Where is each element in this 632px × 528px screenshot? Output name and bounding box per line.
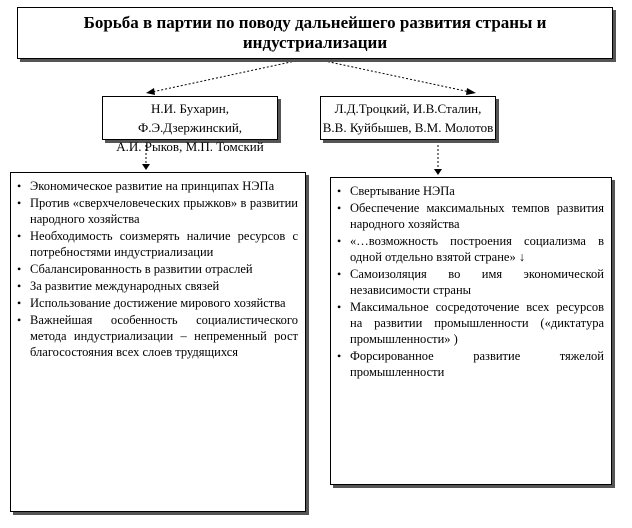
left-down-arrowhead: [142, 164, 150, 170]
list-item: • Форсированное развитие тяжелой промышленности: [337, 349, 604, 379]
right-group-header: [320, 96, 496, 140]
bullet-icon: •: [17, 296, 22, 310]
left-group-names-line2: А.И. Рыков, М.П. Томский: [116, 139, 264, 154]
list-item: • Обеспечение максимальных темпов развития народного хозяйства: [337, 201, 604, 231]
list-item: • Важнейшая особенность социалистического метода индустриализации – непременный рост благосостояния всех слоев трудящихся: [17, 313, 298, 359]
bullet-icon: •: [17, 262, 22, 276]
list-item: • Самоизоляция во имя экономической независимости страны: [337, 267, 604, 297]
right-arrowhead: [466, 88, 476, 95]
left-group-names-line1: Н.И. Бухарин, Ф.Э.Дзержинский,: [137, 101, 243, 135]
right-positions-box: [330, 177, 612, 485]
list-item: • Необходимость соизмерять наличие ресурсов с потребностями индустриализации: [17, 229, 298, 259]
bullet-icon: •: [17, 279, 22, 293]
list-item: • Использование достижение мирового хозяйства: [17, 296, 286, 310]
bullet-icon: •: [17, 313, 22, 327]
list-item: • Максимальное сосредоточение всех ресурсов на развитии промышленности («диктатура промышленности» ): [337, 300, 604, 346]
list-item: • Против «сверхчеловеческих прыжков» в развитии народного хозяйства: [17, 196, 298, 226]
left-group-header: [102, 96, 278, 154]
right-group-names-line1: Л.Д.Троцкий, И.В.Сталин,: [334, 101, 482, 116]
left-arrowhead: [146, 88, 155, 95]
bullet-icon: •: [17, 229, 22, 243]
right-group-names-line2: В.В. Куйбышев, В.М. Молотов: [322, 120, 494, 135]
bullet-icon: •: [337, 201, 342, 215]
left-positions-list: [17, 178, 298, 360]
list-item: • Сбалансированность в развитии отраслей: [17, 262, 253, 276]
bullet-icon: •: [337, 184, 342, 198]
bullet-icon: •: [337, 267, 342, 281]
left-positions-box: [10, 172, 306, 512]
bullet-icon: •: [337, 234, 342, 248]
list-item: • Экономическое развитие на принципах НЭПа: [17, 179, 275, 193]
diagram-title: Борьба в партии по поводу дальнейшего развития страны и индустриализации: [83, 13, 547, 52]
list-item: • За развитие международных связей: [17, 279, 220, 293]
right-down-arrowhead: [434, 169, 442, 175]
bullet-icon: •: [17, 196, 22, 210]
title-to-left-arrow: [152, 60, 300, 92]
title-to-right-arrow: [320, 60, 470, 92]
diagram-title-box: [17, 7, 613, 59]
list-item: • «…возможность построения социализма в одной отдельно взятой стране» ↓: [337, 234, 604, 264]
bullet-icon: •: [337, 349, 342, 363]
list-item: • Свертывание НЭПа: [337, 184, 455, 198]
bullet-icon: •: [337, 300, 342, 314]
right-positions-list: [337, 183, 604, 380]
bullet-icon: •: [17, 179, 22, 193]
